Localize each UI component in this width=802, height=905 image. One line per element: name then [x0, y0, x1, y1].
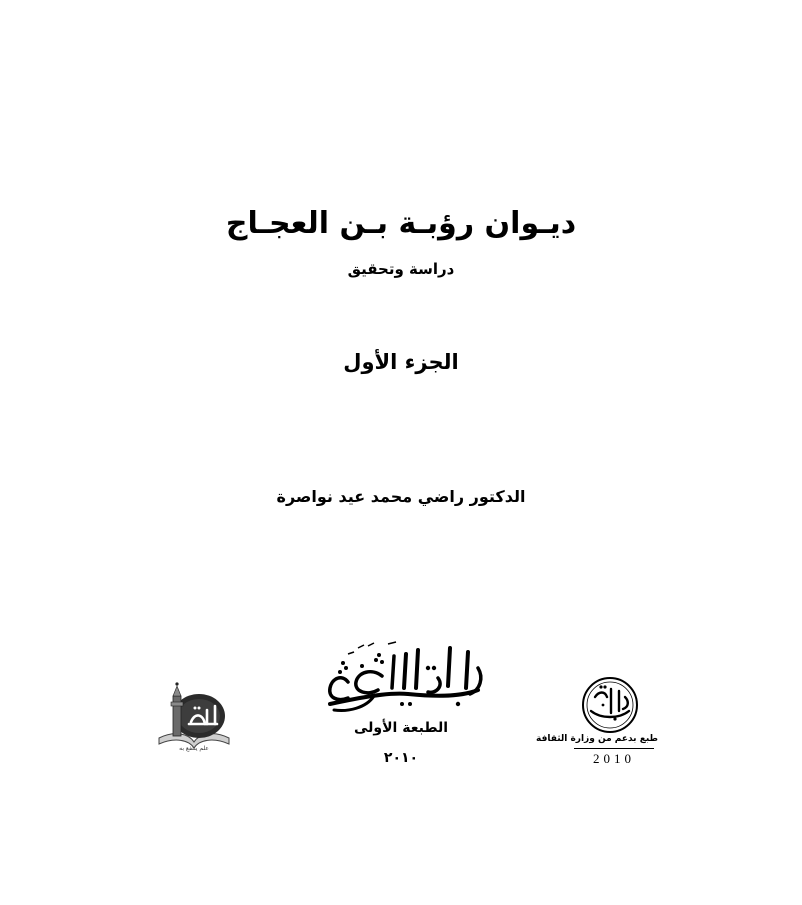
- book-subtitle: دراسة وتحقيق: [347, 260, 455, 278]
- author-name: الدكتور راضي محمد عيد نواصرة: [276, 487, 526, 506]
- wael-emblem-caption: علم ينتفع به: [179, 745, 209, 752]
- wael-emblem: [155, 680, 233, 760]
- book-title: ديـوان رؤبـة بـن العجـاج: [225, 206, 577, 241]
- publisher-logo: [318, 638, 486, 718]
- support-year: 2010: [593, 751, 635, 766]
- volume-label: الجزء الأول: [343, 350, 459, 374]
- culture-seal-icon: [565, 675, 655, 735]
- publication-year: ٢٠١٠: [383, 750, 419, 766]
- publisher-calligraphy-icon: [318, 638, 486, 718]
- ministry-support-caption: طبع بدعم من وزارة الثقافة: [536, 734, 658, 744]
- support-divider: [574, 748, 654, 749]
- edition-label: الطبعة الأولى: [353, 720, 449, 736]
